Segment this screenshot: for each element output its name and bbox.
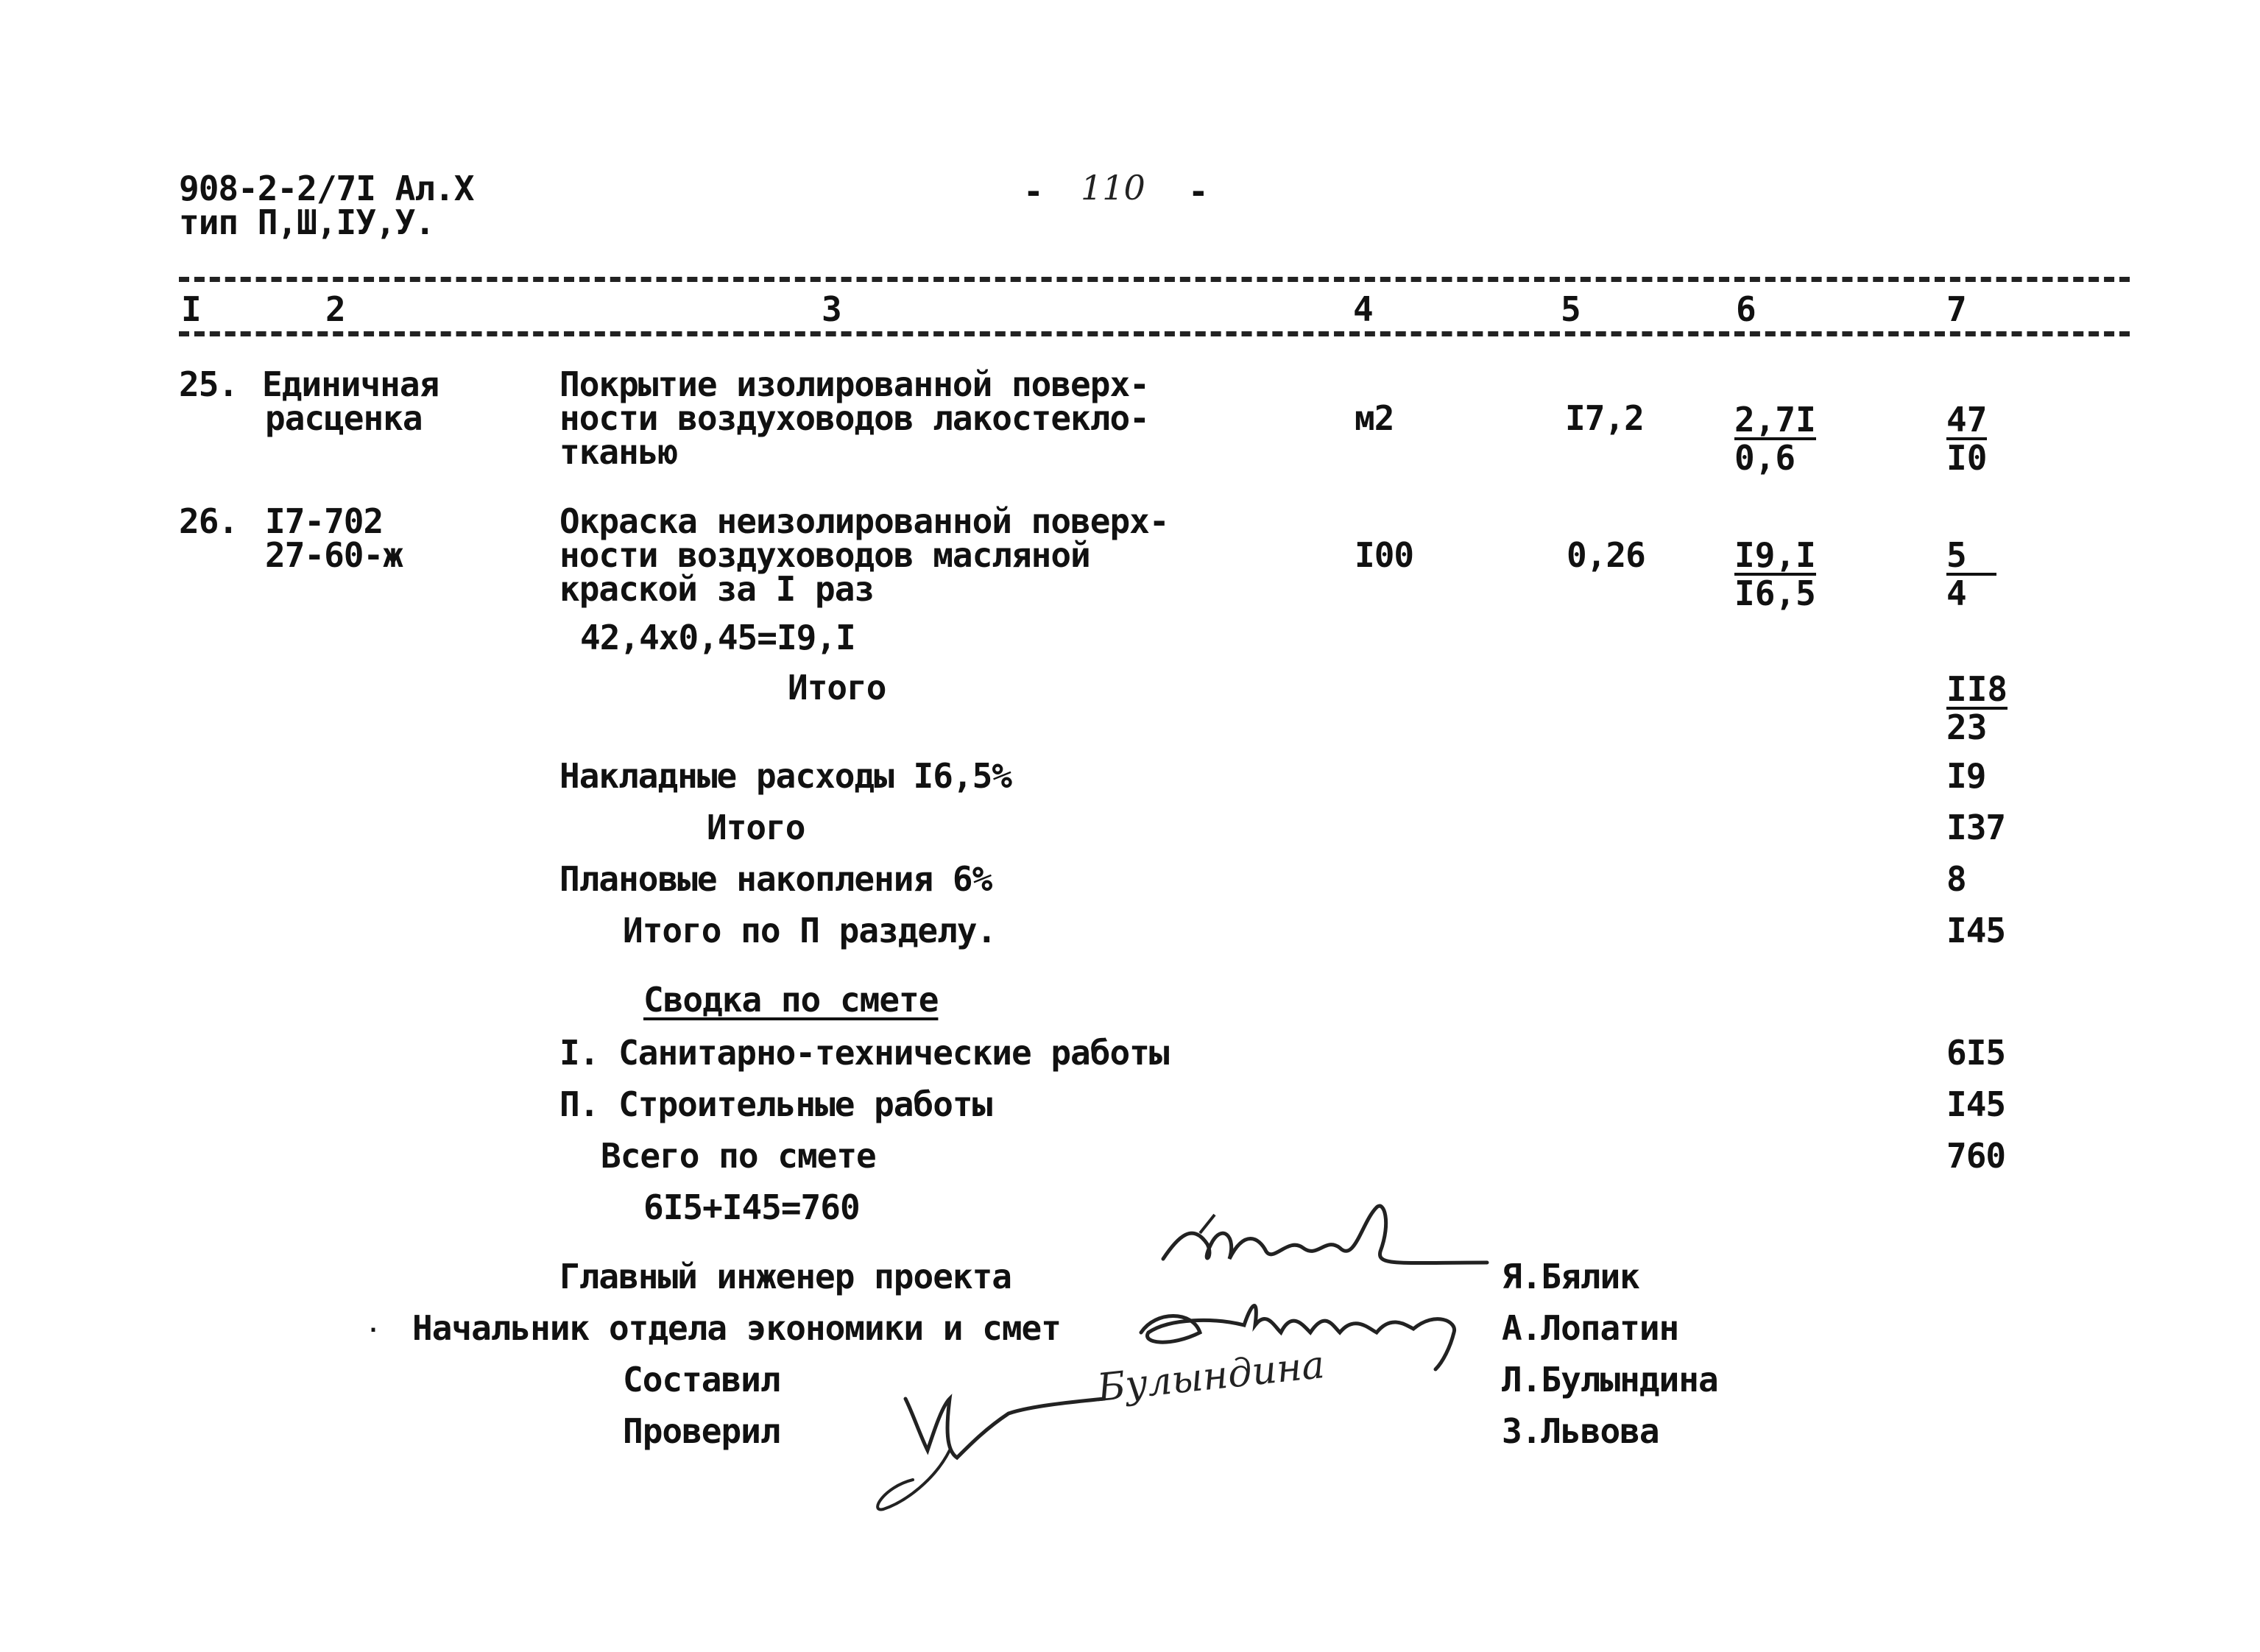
column-number-2: 2: [325, 289, 345, 329]
overhead-label: Накладные расходы I6,5%: [559, 756, 1011, 796]
column-number-5: 5: [1561, 289, 1581, 329]
summary-item-value: I45: [1946, 1084, 2006, 1124]
row-unit: м2: [1355, 398, 1394, 438]
document-type: тип П,Ш,IУ,У.: [179, 202, 435, 242]
row-number: 26.: [179, 501, 239, 541]
column-number-4: 4: [1353, 289, 1373, 329]
row-number: 25.: [179, 364, 239, 404]
summary-title: Сводка по смете: [643, 980, 939, 1020]
page-number-dash-left: -: [1023, 172, 1043, 211]
row-description-line: ности воздуховодов масляной: [559, 535, 1090, 575]
signature-role: Проверил: [623, 1411, 780, 1451]
section-total-label: Итого по П разделу.: [623, 911, 997, 950]
subtotal-fraction: [1946, 671, 2007, 745]
handwritten-signature-checker: [861, 1369, 1112, 1517]
handwritten-signature-chief-engineer: [1156, 1193, 1494, 1296]
margin-dot: ·: [367, 1318, 380, 1344]
row-code-line: 27-60-ж: [265, 535, 403, 575]
row-unit-price-bottom: 0,6: [1734, 438, 1796, 478]
summary-item-value: 6I5: [1946, 1033, 2006, 1073]
header-rule-top: [179, 277, 2130, 282]
signatory-name: Я.Бялик: [1502, 1257, 1639, 1296]
row-total-fraction: [1946, 537, 1996, 611]
column-number-1: I: [181, 289, 201, 329]
signatory-name: З.Львова: [1502, 1411, 1659, 1451]
row-code-line: расценка: [265, 398, 423, 438]
row-description-line: Окраска неизолированной поверх-: [559, 501, 1169, 541]
column-number-7: 7: [1946, 289, 1966, 329]
signature-role: Главный инженер проекта: [559, 1257, 1011, 1296]
subtotal-bottom: 23: [1946, 707, 1988, 747]
row-unit-price-top: 2,7I: [1734, 400, 1816, 440]
row-code-line: I7-702: [265, 501, 384, 541]
row-unit: I00: [1355, 535, 1414, 575]
planned-savings-label: Плановые накопления 6%: [559, 859, 992, 899]
column-number-3: 3: [822, 289, 841, 329]
row-description-line: ности воздуховодов лакостекло-: [559, 398, 1149, 438]
document-code: 908-2-2/7I Ал.X: [179, 169, 474, 208]
row-description-line: краской за I раз: [559, 569, 875, 609]
section-total-value: I45: [1946, 911, 2006, 950]
subtotal-2-value: I37: [1946, 808, 2006, 847]
signature-role: Начальник отдела экономики и смет: [412, 1308, 1061, 1348]
grand-total-formula: 6I5+I45=760: [643, 1187, 860, 1227]
signatory-name: А.Лопатин: [1502, 1308, 1679, 1348]
row-quantity: I7,2: [1565, 398, 1644, 438]
row-description-line: тканью: [559, 432, 678, 472]
handwritten-signature-compiler: Булындина: [1095, 1342, 1327, 1411]
overhead-value: I9: [1946, 756, 1986, 796]
row-unit-price-fraction: [1734, 537, 1816, 611]
row-total-bottom: 4: [1946, 573, 1967, 613]
row-unit-price-fraction: [1734, 402, 1816, 476]
row-total-bottom: I0: [1946, 438, 1988, 478]
row-unit-price-top: I9,I: [1734, 535, 1816, 575]
row-total-fraction: [1946, 402, 1987, 476]
header-rule-bottom: [179, 331, 2130, 336]
row-total-top: 5: [1946, 537, 1996, 576]
row-unit-price-bottom: I6,5: [1734, 573, 1816, 613]
planned-savings-value: 8: [1946, 859, 1966, 899]
grand-total-value: 760: [1946, 1136, 2006, 1176]
grand-total-label: Всего по смете: [601, 1136, 876, 1176]
row-total-top: 47: [1946, 400, 1988, 440]
summary-item-label: П. Строительные работы: [559, 1084, 992, 1124]
signatory-name: Л.Булындина: [1502, 1360, 1718, 1399]
subtotal-2-label: Итого: [707, 808, 805, 847]
row-description-line: Покрытие изолированной поверх-: [559, 364, 1149, 404]
row-quantity: 0,26: [1567, 535, 1645, 575]
row-code-line: Единичная: [262, 364, 439, 404]
subtotal-label: Итого: [788, 668, 886, 707]
column-number-6: 6: [1736, 289, 1756, 329]
summary-item-label: I. Санитарно-технические работы: [559, 1033, 1169, 1073]
signature-role: Составил: [623, 1360, 780, 1399]
subtotal-top: II8: [1946, 669, 2008, 709]
page-number: 110: [1081, 168, 1145, 208]
page-number-dash-right: -: [1188, 172, 1208, 211]
calculation-note: 42,4x0,45=I9,I: [580, 618, 855, 657]
